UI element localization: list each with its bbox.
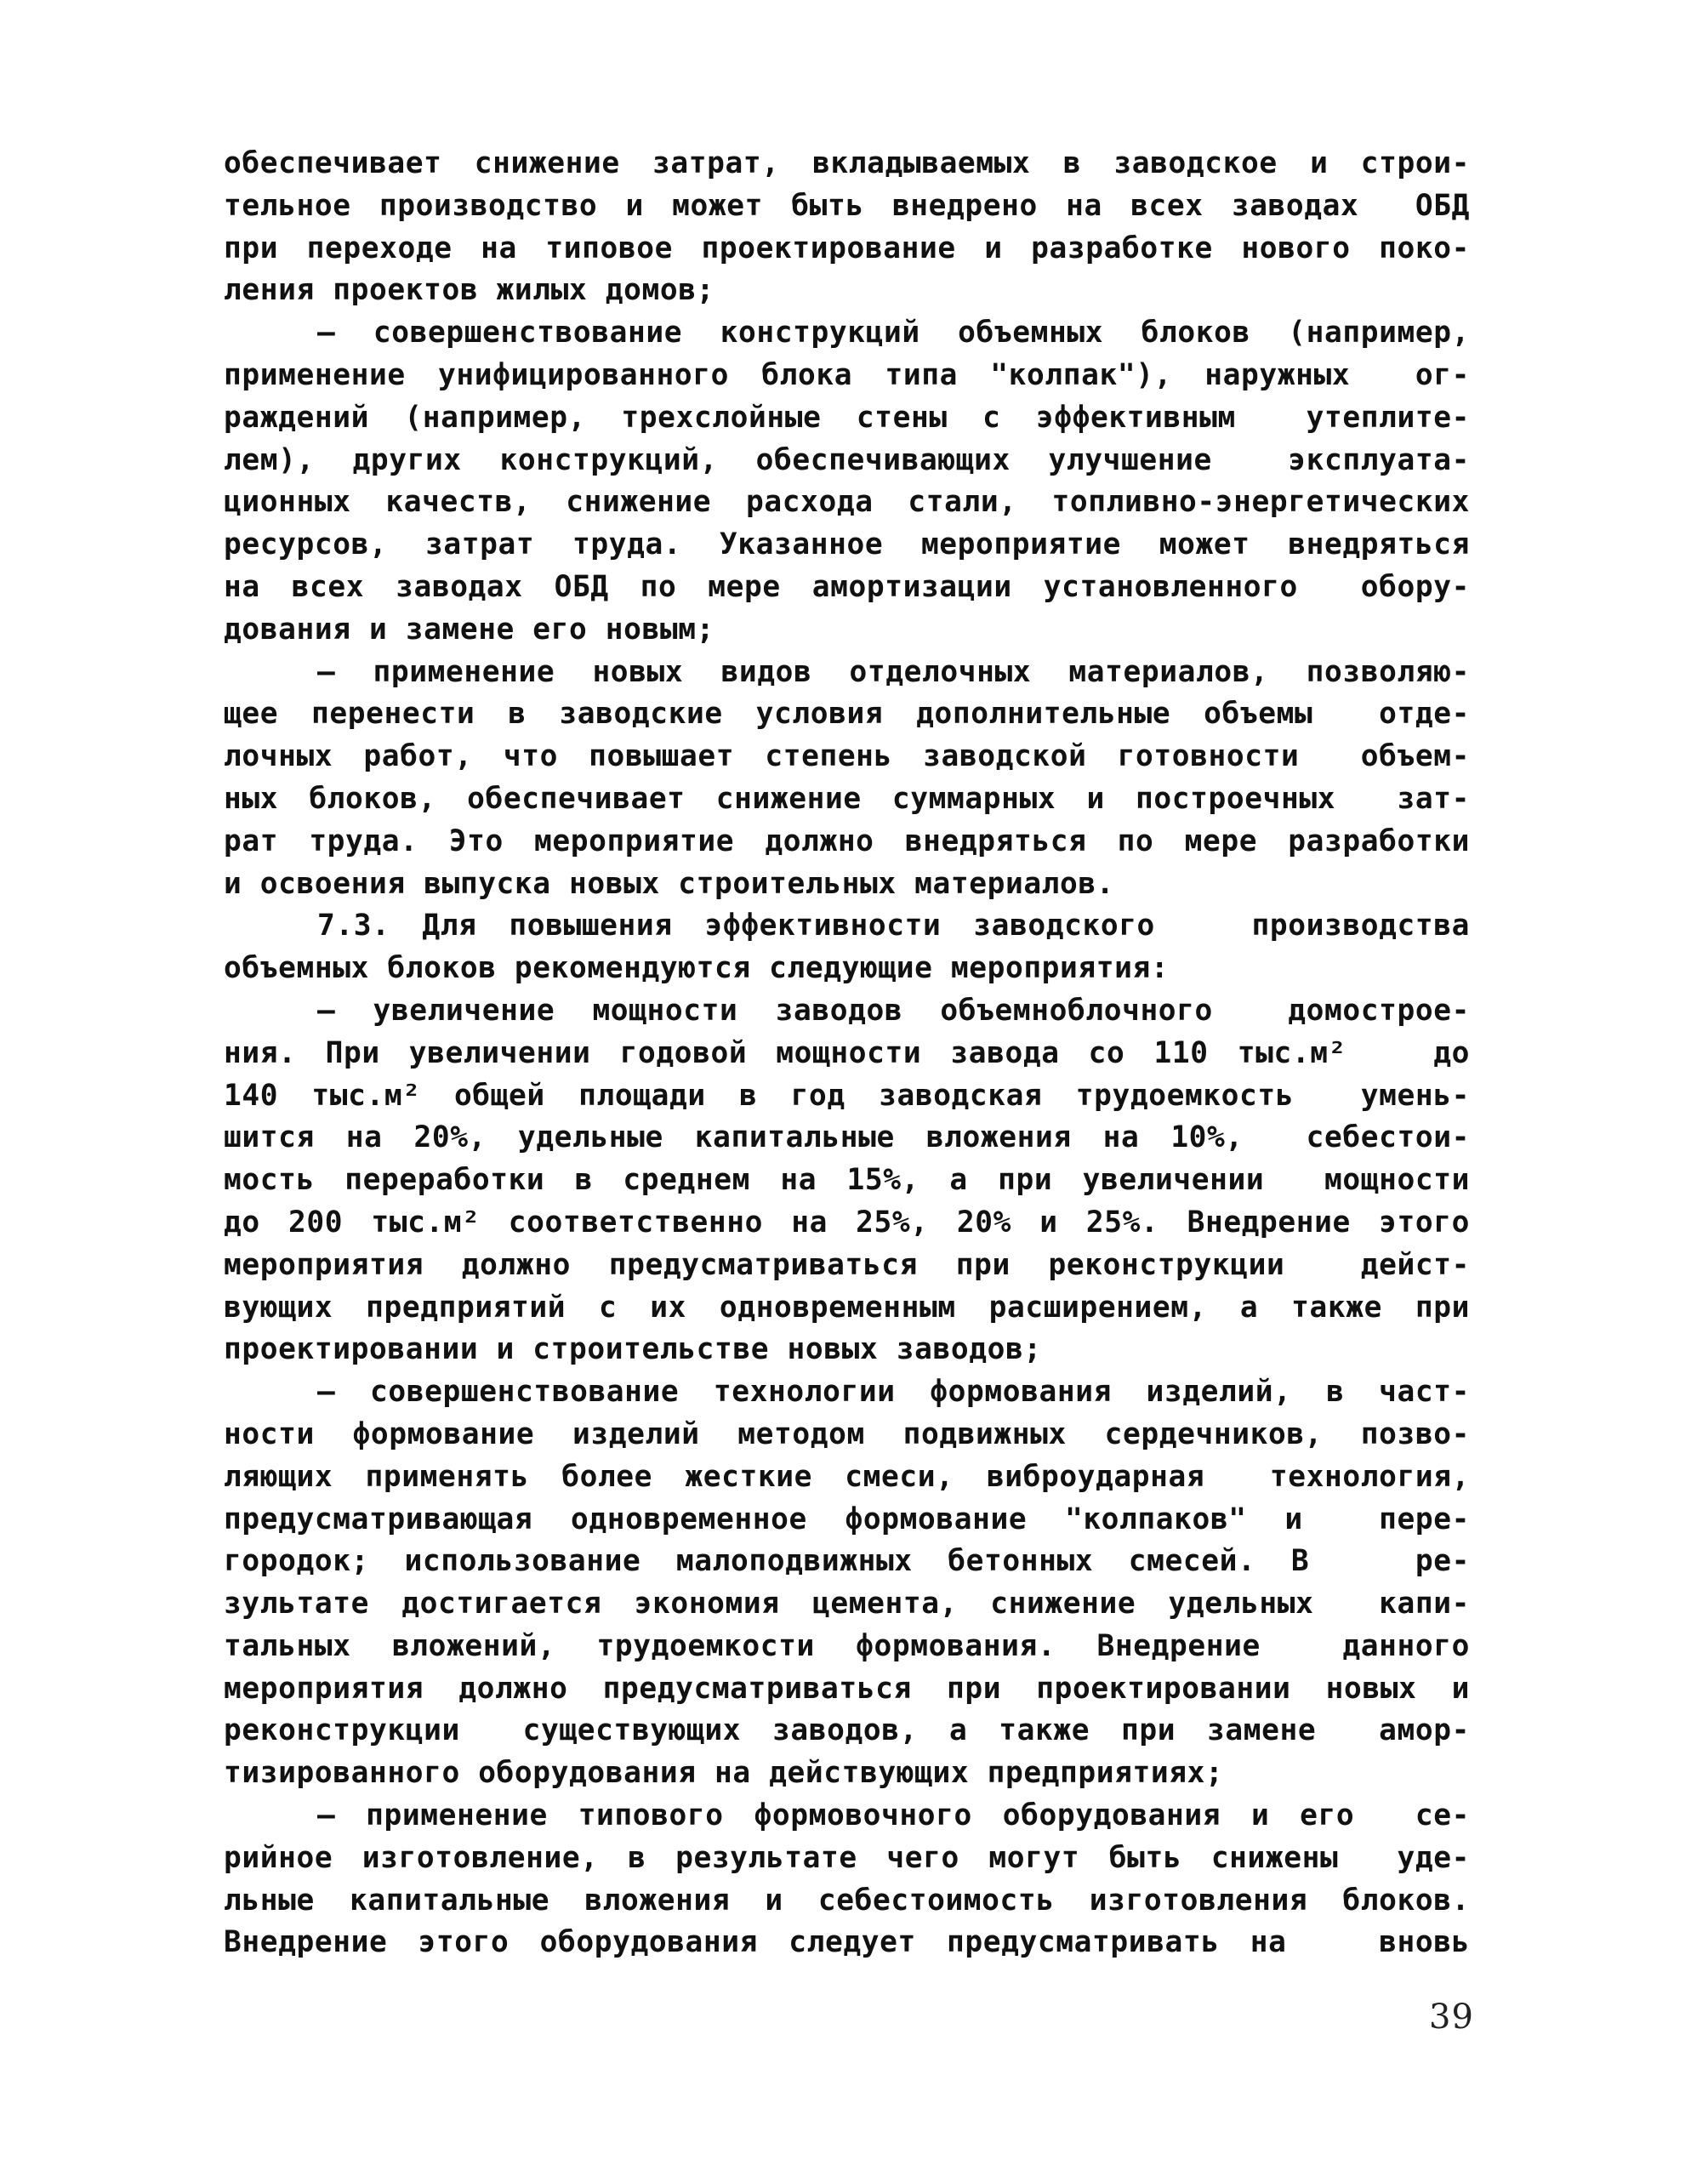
text-line: ресурсов, затрат труда. Указанное мероприятие может внедряться <box>224 527 1470 562</box>
text-line: зультате достигается экономия цемента, снижение удельных капи- <box>224 1587 1470 1621</box>
text-line: и освоения выпуска новых строительных материалов. <box>224 866 1115 901</box>
text-line: обеспечивает снижение затрат, вкладываемых в заводское и строи- <box>224 146 1470 180</box>
text-line: 7.3. Для повышения эффективности заводского производства <box>317 909 1470 943</box>
text-line: 140 тыс.м² общей площади в год заводская трудоемкость умень- <box>224 1078 1470 1113</box>
text-line: шится на 20%, удельные капитальные вложения на 10%, себестои- <box>224 1120 1470 1155</box>
text-line: тизированного оборудования на действующих предприятиях; <box>224 1756 1224 1791</box>
text-line: раждений (например, трехслойные стены с эффективным утеплите- <box>224 400 1470 435</box>
text-line: применение унифицированного блока типа "колпак"), наружных ог- <box>224 357 1470 392</box>
text-line: – применение типового формовочного оборудования и его се- <box>317 1798 1470 1833</box>
text-line: объемных блоков рекомендуются следующие мероприятия: <box>224 951 1170 986</box>
text-line: ционных качеств, снижение расхода стали, топливно-энергетических <box>224 485 1470 520</box>
text-line: – увеличение мощности заводов объемноблочного домострое- <box>317 993 1470 1028</box>
text-line: щее перенести в заводские условия дополнительные объемы отде- <box>224 697 1470 732</box>
text-line: до 200 тыс.м² соответственно на 25%, 20% и 25%. Внедрение этого <box>224 1205 1470 1240</box>
text-line: проектировании и строительстве новых заводов; <box>224 1332 1042 1367</box>
text-line: дования и замене его новым; <box>224 612 715 647</box>
text-line: ления проектов жилых домов; <box>224 273 715 308</box>
text-line: реконструкции существующих заводов, а также при замене амор- <box>224 1713 1470 1748</box>
text-line: льные капитальные вложения и себестоимость изготовления блоков. <box>224 1883 1470 1918</box>
text-line: тальных вложений, трудоемкости формования. Внедрение данного <box>224 1628 1470 1663</box>
text-line: – совершенствование технологии формования изделий, в част- <box>317 1375 1470 1410</box>
text-line: ных блоков, обеспечивает снижение суммарных и построечных зат- <box>224 781 1470 816</box>
text-line: мость переработки в среднем на 15%, а при увеличении мощности <box>224 1163 1470 1198</box>
text-line: ляющих применять более жесткие смеси, виброударная технология, <box>224 1459 1470 1494</box>
text-line: при переходе на типовое проектирование и разработке нового поко- <box>224 231 1470 265</box>
text-line: лочных работ, что повышает степень заводской готовности объем- <box>224 739 1470 774</box>
text-line: вующих предприятий с их одновременным расширением, а также при <box>224 1290 1470 1325</box>
text-line: мероприятия должно предусматриваться при проектировании новых и <box>224 1671 1470 1706</box>
text-line: предусматривающая одновременное формование "колпаков" и пере- <box>224 1502 1470 1536</box>
page-number: 39 <box>1429 1998 1474 2037</box>
text-line: лем), других конструкций, обеспечивающих улучшение эксплуата- <box>224 442 1470 477</box>
text-line: – применение новых видов отделочных материалов, позволяю- <box>317 654 1470 689</box>
text-line: тельное производство и может быть внедрено на всех заводах ОБД <box>224 188 1470 223</box>
text-line: рийное изготовление, в результате чего могут быть снижены уде- <box>224 1840 1470 1875</box>
text-line: ния. При увеличении годовой мощности завода со 110 тыс.м² до <box>224 1035 1470 1070</box>
text-line: – совершенствование конструкций объемных блоков (например, <box>317 316 1470 351</box>
text-line: мероприятия должно предусматриваться при реконструкции дейст- <box>224 1247 1470 1282</box>
text-line: Внедрение этого оборудования следует предусматривать на вновь <box>224 1925 1470 1960</box>
text-line: на всех заводах ОБД по мере амортизации установленного обору- <box>224 569 1470 604</box>
body-text <box>224 143 1470 1964</box>
text-line: рат труда. Это мероприятие должно внедряться по мере разработки <box>224 824 1470 858</box>
text-line: ности формование изделий методом подвижных сердечников, позво- <box>224 1416 1470 1451</box>
text-line: городок; использование малоподвижных бетонных смесей. В ре- <box>224 1544 1470 1579</box>
